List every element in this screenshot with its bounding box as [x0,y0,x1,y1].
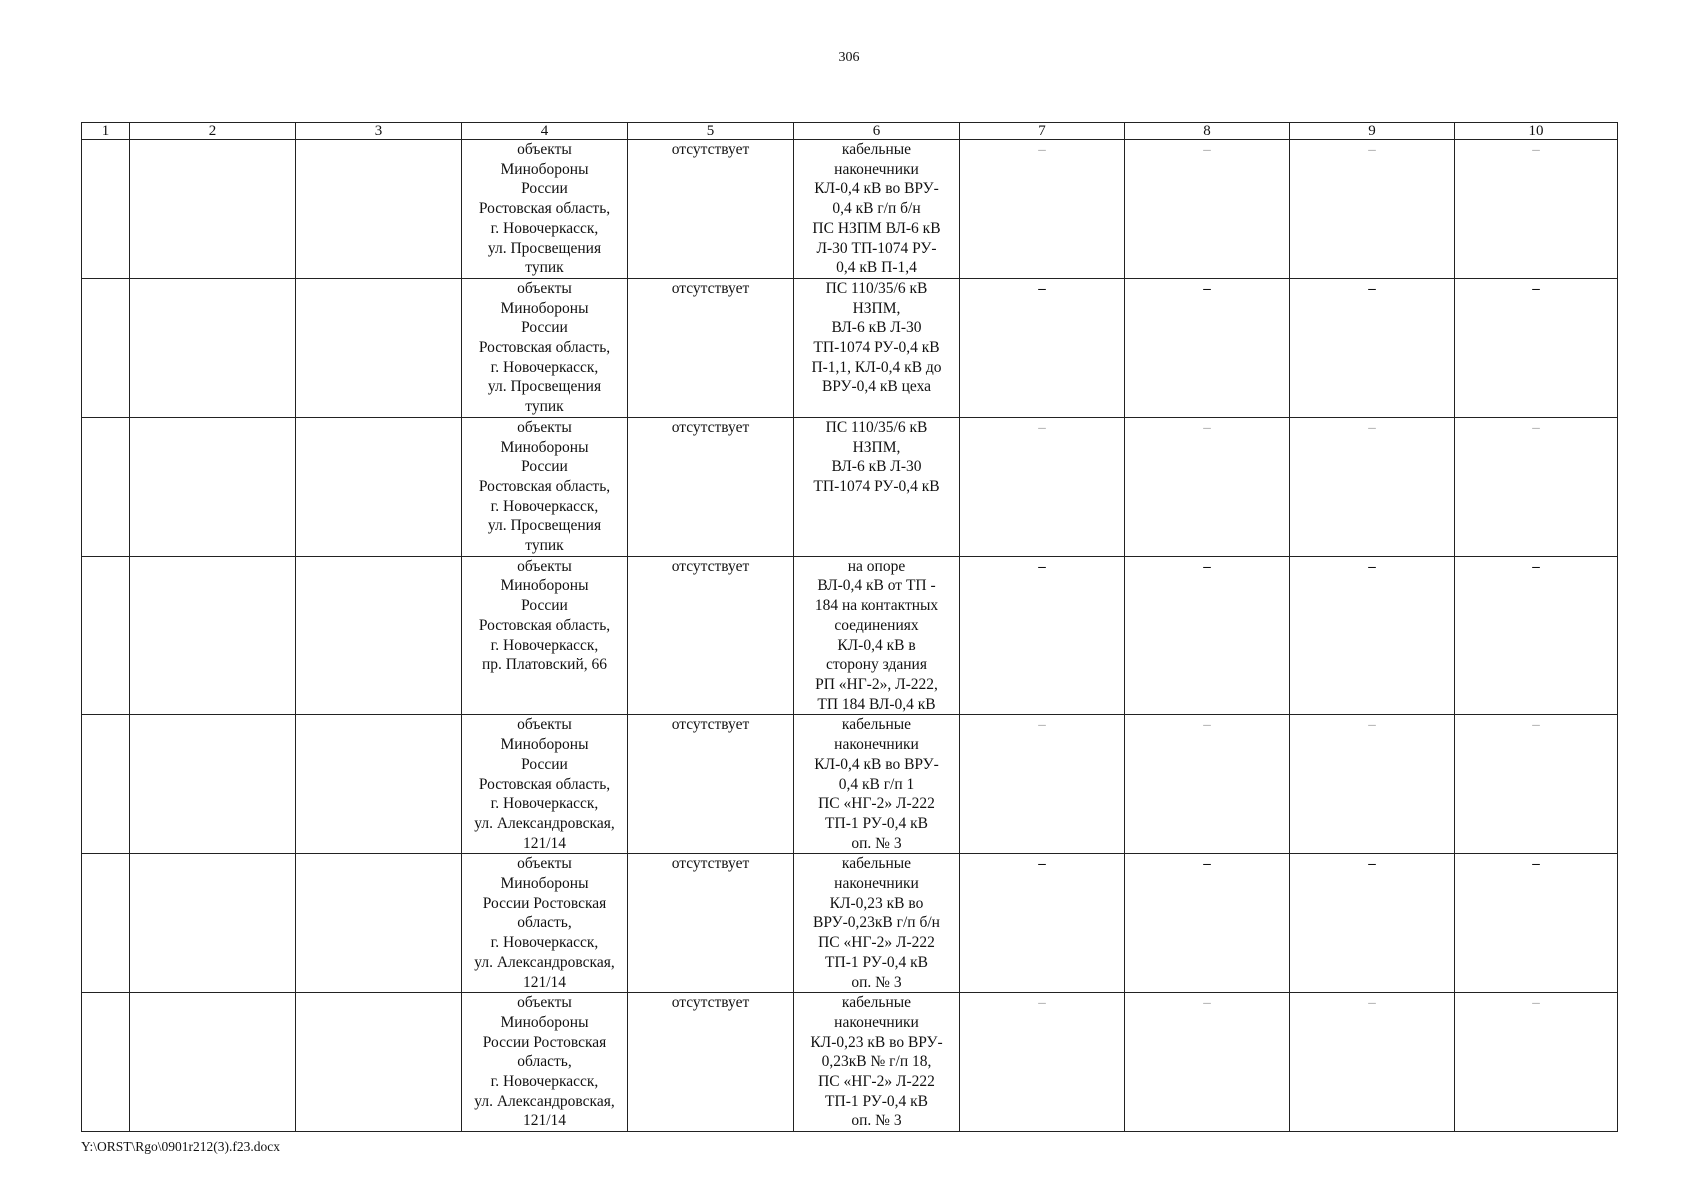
column-header: 1 [82,123,130,140]
column-header: 5 [628,123,794,140]
cell-col-1 [82,854,130,993]
cell-col-8 [1125,556,1290,715]
data-table [81,122,1618,1132]
cell-location-text: кабельные наконечники КЛ-0,23 кВ во ВРУ-0,23кВ г/п б/н ПС «НГ-2» Л-222 ТП-1 РУ-0,4 кВ оп. № 3 [813,855,940,991]
dash-mark: – [1038,995,1046,1012]
column-header: 3 [296,123,462,140]
cell-col-7 [960,715,1125,854]
cell-col-9 [1290,556,1455,715]
cell-col-10 [1455,556,1618,715]
page-number: 306 [838,50,860,65]
cell-status-text: отсутствует [671,279,750,297]
cell-object-text: объекты Минобороны России Ростовская область, г. Новочеркасск, ул. Просвещения тупик [478,279,611,416]
cell-col-10 [1455,854,1618,993]
dash-mark: – [1038,142,1046,158]
cell-col-8 [1125,854,1290,993]
cell-object [462,854,628,993]
table-row [82,140,1618,279]
cell-location [794,993,960,1132]
cell-status [628,715,794,854]
cell-status-text: отсутствует [671,994,750,1012]
cell-object [462,417,628,556]
cell-location [794,854,960,993]
cell-status-text: отсутствует [671,557,750,575]
cell-object-text: объекты Минобороны России Ростовская область, г. Новочеркасск, пр. Платовский, 66 [478,557,611,674]
cell-object [462,140,628,279]
dash-mark: – [1038,419,1046,436]
cell-col-2 [130,278,296,417]
dash-mark: – [1532,558,1540,575]
cell-location-text: кабельные наконечники КЛ-0,23 кВ во ВРУ- 0,23кВ № г/п 18, ПС «НГ-2» Л-222 ТП-1 РУ-0,4 кВ оп. № 3 [810,994,943,1130]
cell-col-2 [130,417,296,556]
cell-col-7 [960,993,1125,1132]
dash-mark: – [1368,856,1376,873]
cell-col-1 [82,993,130,1132]
cell-object [462,556,628,715]
dash-mark: – [1038,558,1046,575]
cell-status-text: отсутствует [671,141,750,158]
cell-object [462,715,628,854]
dash-mark: – [1203,142,1211,158]
table-row [82,993,1618,1132]
dash-mark: – [1203,419,1211,436]
cell-status [628,993,794,1132]
dash-mark: – [1532,995,1540,1012]
cell-col-7 [960,278,1125,417]
dash-mark: – [1203,995,1211,1012]
table-row [82,278,1618,417]
cell-col-8 [1125,278,1290,417]
cell-location-text: ПС 110/35/6 кВ НЗПМ, ВЛ-6 кВ Л-30 ТП-1074 РУ-0,4 кВ П-1,1, КЛ-0,4 кВ до ВРУ-0,4 кВ цеха [811,279,942,396]
cell-col-1 [82,556,130,715]
cell-col-1 [82,140,130,279]
cell-col-7 [960,140,1125,279]
dash-mark: – [1038,856,1046,873]
cell-col-2 [130,993,296,1132]
table-row [82,556,1618,715]
dash-mark: – [1368,419,1376,436]
cell-col-10 [1455,715,1618,854]
dash-mark: – [1203,856,1211,873]
cell-location [794,417,960,556]
cell-object-text: объекты Минобороны России Ростовская область, г. Новочеркасск, ул. Просвещения тупик [478,418,611,555]
cell-col-8 [1125,140,1290,279]
cell-col-7 [960,854,1125,993]
cell-col-2 [130,140,296,279]
cell-col-9 [1290,278,1455,417]
cell-col-9 [1290,854,1455,993]
dash-mark: – [1532,419,1540,436]
cell-col-7 [960,556,1125,715]
cell-status-text: отсутствует [671,716,750,734]
cell-status [628,278,794,417]
cell-col-3 [296,278,462,417]
table-body [82,140,1618,1132]
dash-mark: – [1368,558,1376,575]
column-header: 9 [1290,123,1455,140]
dash-mark: – [1368,717,1376,734]
dash-mark: – [1368,142,1376,158]
cell-col-10 [1455,993,1618,1132]
cell-col-8 [1125,993,1290,1132]
dash-mark: – [1038,717,1046,734]
cell-location [794,715,960,854]
dash-mark: – [1368,280,1376,297]
cell-location [794,140,960,279]
column-header: 6 [794,123,960,140]
dash-mark: – [1532,142,1540,158]
cell-col-2 [130,854,296,993]
dash-mark: – [1203,280,1211,297]
cell-status [628,140,794,279]
dash-mark: – [1532,280,1540,297]
dash-mark: – [1203,717,1211,734]
cell-col-7 [960,417,1125,556]
table-row [82,715,1618,854]
dash-mark: – [1532,856,1540,873]
cell-col-1 [82,278,130,417]
dash-mark: – [1038,280,1046,297]
cell-col-10 [1455,140,1618,279]
cell-object-text: объекты Минобороны России Ростовская область, г. Новочеркасск, ул. Александровская, 121/14 [474,855,615,991]
cell-col-9 [1290,715,1455,854]
cell-status [628,417,794,556]
cell-col-3 [296,417,462,556]
cell-col-3 [296,556,462,715]
cell-col-1 [82,417,130,556]
cell-status [628,556,794,715]
column-header: 2 [130,123,296,140]
column-header: 10 [1455,123,1618,140]
cell-col-10 [1455,417,1618,556]
cell-col-8 [1125,417,1290,556]
cell-col-3 [296,993,462,1132]
cell-col-10 [1455,278,1618,417]
table-row [82,854,1618,993]
cell-col-9 [1290,993,1455,1132]
cell-location-text: кабельные наконечники КЛ-0,4 кВ во ВРУ- 0,4 кВ г/п б/н ПС НЗПМ ВЛ-6 кВ Л-30 ТП-1074 РУ- 0,4 кВ П-1,4 [812,141,941,277]
cell-status-text: отсутствует [671,418,750,436]
cell-col-3 [296,854,462,993]
column-header: 8 [1125,123,1290,140]
dash-mark: – [1368,995,1376,1012]
cell-location [794,556,960,715]
cell-object-text: объекты Минобороны России Ростовская область, г. Новочеркасск, ул. Просвещения тупик [478,141,611,277]
cell-col-8 [1125,715,1290,854]
cell-col-2 [130,556,296,715]
table-row [82,417,1618,556]
cell-col-1 [82,715,130,854]
footer-file-path: Y:\ORST\Rgo\0901r212(3).f23.docx [81,1139,280,1154]
cell-location-text: на опоре ВЛ-0,4 кВ от ТП - 184 на контактных соединениях КЛ-0,4 кВ в сторону здания РП «НГ-2», Л-222, ТП 184 ВЛ-0,4 кВ [814,557,939,713]
cell-object-text: объекты Минобороны России Ростовская область, г. Новочеркасск, ул. Александровская, 121/14 [474,716,615,852]
dash-mark: – [1203,558,1211,575]
cell-col-2 [130,715,296,854]
cell-location-text: ПС 110/35/6 кВ НЗПМ, ВЛ-6 кВ Л-30 ТП-1074 РУ-0,4 кВ [813,418,940,495]
cell-status-text: отсутствует [671,855,750,873]
cell-object [462,993,628,1132]
cell-col-9 [1290,140,1455,279]
column-header: 4 [462,123,628,140]
cell-location-text: кабельные наконечники КЛ-0,4 кВ во ВРУ- 0,4 кВ г/п 1 ПС «НГ-2» Л-222 ТП-1 РУ-0,4 кВ оп. № 3 [814,716,939,852]
dash-mark: – [1532,717,1540,734]
cell-col-3 [296,140,462,279]
column-number-row [82,123,1618,140]
column-header: 7 [960,123,1125,140]
cell-object [462,278,628,417]
cell-status [628,854,794,993]
cell-object-text: объекты Минобороны России Ростовская область, г. Новочеркасск, ул. Александровская, 121/14 [474,994,615,1130]
cell-col-3 [296,715,462,854]
cell-location [794,278,960,417]
cell-col-9 [1290,417,1455,556]
